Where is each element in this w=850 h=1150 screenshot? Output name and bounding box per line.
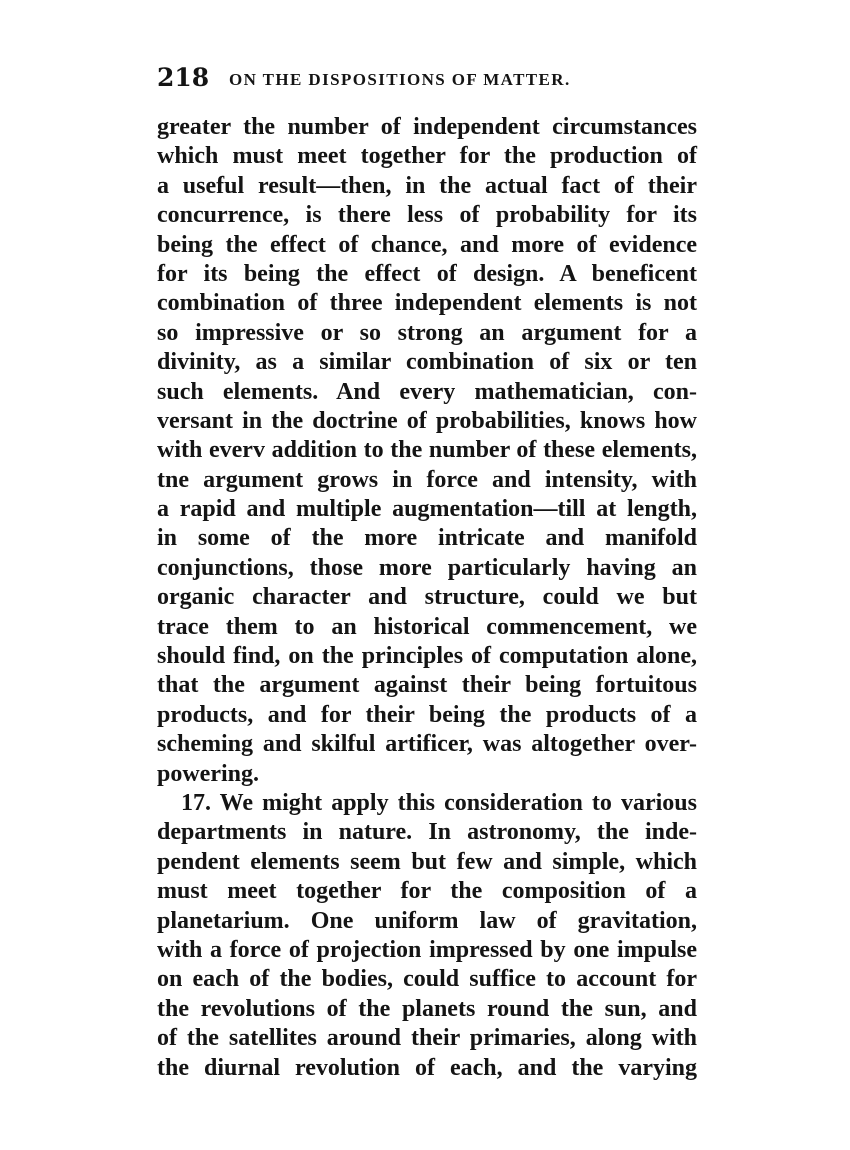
book-page bbox=[157, 55, 697, 1105]
text-line: the diurnal revolution of each, and the varying bbox=[157, 1054, 697, 1081]
text-line: tne argument grows in force and intensity, with bbox=[157, 466, 697, 493]
text-line: concurrence, is there less of probability for its bbox=[157, 202, 697, 229]
text-line: being the effect of chance, and more of evidence bbox=[157, 231, 697, 258]
text-line: greater the number of independent circumstances bbox=[157, 114, 697, 140]
text-line: with everv addition to the number of these elements, bbox=[157, 437, 697, 464]
text-line: departments in nature. In astronomy, the inde- bbox=[157, 819, 697, 846]
text-line: for its being the effect of design. A beneficent bbox=[157, 260, 697, 287]
running-head bbox=[157, 63, 697, 95]
text-line: should find, on the principles of computation alone, bbox=[157, 643, 697, 670]
text-line: such elements. And every mathematician, con- bbox=[157, 378, 697, 405]
text-line: on each of the bodies, could suffice to account for bbox=[157, 966, 697, 993]
text-line: must meet together for the composition of a bbox=[157, 878, 697, 905]
text-line: a rapid and multiple augmentation—till at length, bbox=[157, 496, 697, 523]
text-line: conjunctions, those more particularly having an bbox=[157, 554, 697, 581]
text-line: with a force of projection impressed by one impulse bbox=[157, 936, 697, 963]
text-line: products, and for their being the products of a bbox=[157, 701, 697, 728]
text-line: versant in the doctrine of probabilities, knows how bbox=[157, 407, 697, 434]
section-17-first-line: 17. We might apply this consideration to various bbox=[181, 789, 697, 816]
page-number: 218 bbox=[157, 63, 210, 92]
text-line: the revolutions of the planets round the sun, and bbox=[157, 995, 697, 1022]
text-line: scheming and skilful artificer, was altogether over- bbox=[157, 731, 697, 758]
text-line: a useful result—then, in the actual fact of their bbox=[157, 172, 697, 199]
text-line: organic character and structure, could we but bbox=[157, 584, 697, 611]
text-line: which must meet together for the production of bbox=[157, 143, 697, 170]
text-line: in some of the more intricate and manifold bbox=[157, 525, 697, 552]
text-line: trace them to an historical commencement, we bbox=[157, 613, 697, 640]
text-line: of the satellites around their primaries, along with bbox=[157, 1025, 697, 1052]
text-line: pendent elements seem but few and simple, which bbox=[157, 848, 697, 875]
text-line: that the argument against their being fortuitous bbox=[157, 672, 697, 699]
text-line: divinity, as a similar combination of six or ten bbox=[157, 349, 697, 376]
text-line: planetarium. One uniform law of gravitation, bbox=[157, 907, 697, 934]
text-line: so impressive or so strong an argument for a bbox=[157, 319, 697, 346]
text-line: combination of three independent elements is not bbox=[157, 290, 697, 317]
paragraph-end-line: powering. bbox=[157, 760, 259, 787]
running-head-title: ON THE DISPOSITIONS OF MATTER. bbox=[229, 70, 571, 89]
body-text bbox=[157, 113, 697, 1083]
